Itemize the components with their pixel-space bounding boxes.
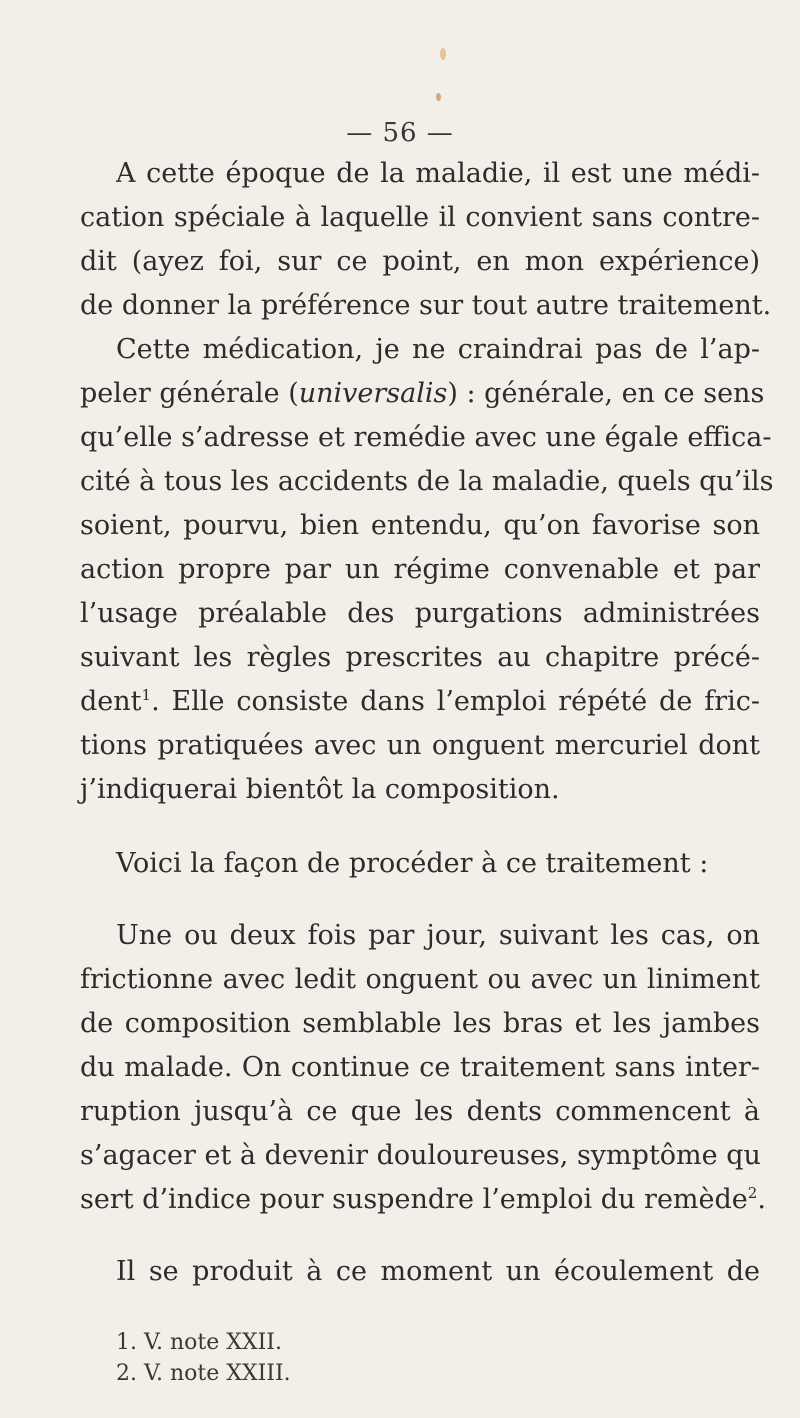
text-line (80, 1178, 766, 1222)
text-fragment: sert d’indice pour suspendre l’emploi du remède (80, 1184, 748, 1215)
text-line (80, 372, 765, 416)
text-line: A cette époque de la maladie, il est une médi- (116, 158, 760, 189)
text-line (80, 680, 760, 724)
text-line: ruption jusqu’à ce que les dents commencent à (80, 1096, 760, 1127)
text-line: s’agacer et à devenir douloureuses, symptôme qu (80, 1140, 761, 1171)
text-line: de donner la préférence sur tout autre traitement. (80, 290, 772, 321)
text-line: frictionne avec ledit onguent ou avec un liniment (80, 964, 760, 995)
footnote-ref: 2 (747, 1184, 758, 1202)
text-line: j’indiquerai bientôt la composition. (80, 774, 560, 805)
paragraph-gap (80, 812, 760, 842)
footnote-ref: 1 (141, 686, 152, 704)
paragraph (80, 914, 766, 1222)
paragraph (80, 152, 774, 812)
text-line: du malade. On continue ce traitement sans inter- (80, 1052, 760, 1083)
page-number: — 56 — (346, 118, 454, 148)
text-fragment: peler générale ( (80, 378, 299, 409)
paragraph-gap (80, 886, 760, 914)
text-line: tions pratiquées avec un onguent mercuriel dont (80, 730, 760, 761)
footnote: 2. V. note XXIII. (116, 1361, 291, 1386)
text-line: de composition semblable les bras et les jambes (80, 1008, 760, 1039)
text-line: Voici la façon de procéder à ce traitement : (116, 848, 709, 879)
text-line: Cette médication, je ne craindrai pas de l’ap- (116, 334, 760, 365)
text-line: soient, pourvu, bien entendu, qu’on favorise son (80, 510, 760, 541)
text-line: Une ou deux fois par jour, suivant les cas, on (116, 920, 760, 951)
text-line: suivant les règles prescrites au chapitre précé- (80, 642, 760, 673)
paragraph-gap (80, 1222, 760, 1250)
text-line: Il se produit à ce moment un écoulement de (116, 1256, 760, 1287)
text-fragment: ) : générale, en ce sens (447, 378, 765, 409)
text-line: cité à tous les accidents de la maladie, quels qu’ils (80, 466, 774, 497)
text-line: qu’elle s’adresse et remédie avec une égale effica- (80, 422, 772, 453)
text-fragment: . Elle consiste dans l’emploi répété de fric- (151, 686, 760, 717)
paragraph (80, 1250, 760, 1294)
footnotes (116, 1327, 616, 1389)
body-text (80, 152, 774, 1294)
text-line: l’usage préalable des purgations administrées (80, 598, 760, 629)
text-line: dit (ayez foi, sur ce point, en mon expérience) (80, 246, 760, 277)
paragraph (80, 842, 760, 886)
text-line: cation spéciale à laquelle il convient sans contre- (80, 202, 760, 233)
footnote: 1. V. note XXII. (116, 1330, 282, 1355)
paper-stain (440, 48, 446, 60)
text-fragment: . (757, 1184, 766, 1215)
latin-term: universalis (298, 378, 448, 409)
text-line: action propre par un régime convenable et par (80, 554, 760, 585)
text-fragment: dent (80, 686, 142, 717)
paper-stain (436, 93, 441, 101)
